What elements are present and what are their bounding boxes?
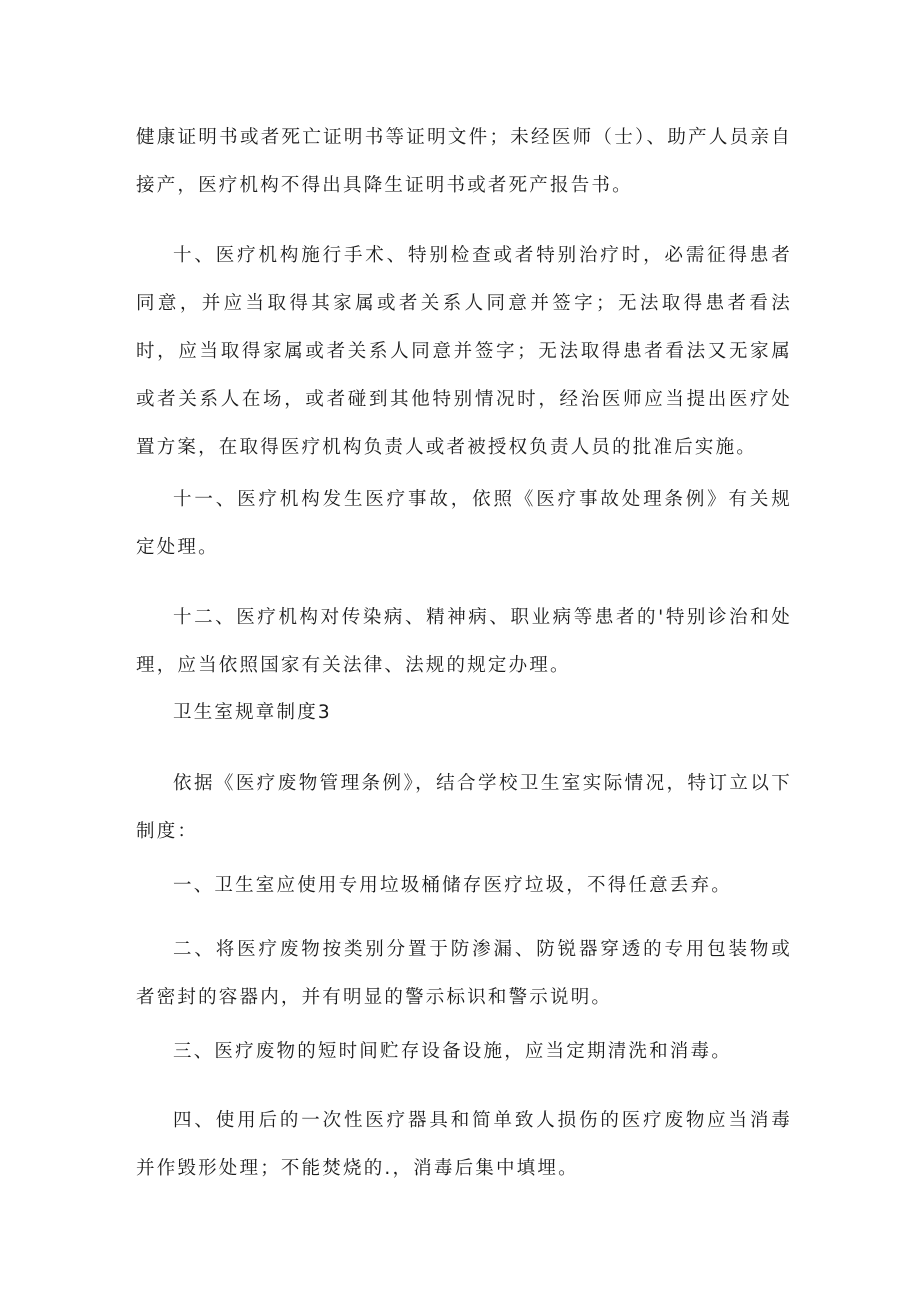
paragraph-intro: 依据《医疗废物管理条例》，结合学校卫生室实际情况，特订立以下制度： [136,773,792,842]
paragraph-item-10: 十、医疗机构施行手术、特别检查或者特别治疗时，必需征得患者同意，并应当取得其家属或者关系人同意并签字；无法取得患者看法时，应当取得家属或者关系人同意并签字；无法取得患者看法又无家属或者关系人在场，或者碰到其他特别情况时，经治医师应当提出医疗处置方案，在取得医疗机构负责人或者被授权负责人员的批准后实施。 [136,245,792,458]
paragraph-item-11: 十一、医疗机构发生医疗事故，依照《医疗事故处理条例》有关规定处理。 [136,489,792,558]
section-heading: 卫生室规章制度3 [173,702,332,723]
paragraph-item-12: 十二、医疗机构对传染病、精神病、职业病等患者的'特别诊治和处理，应当依照国家有关法律、法规的规定办理。 [136,607,792,676]
paragraph-rule-3: 三、医疗废物的短时间贮存设备设施，应当定期清洗和消毒。 [173,1041,732,1062]
paragraph-rule-2: 二、将医疗废物按类别分置于防渗漏、防锐器穿透的专用包装物或者密封的容器内，并有明显的警示标识和警示说明。 [136,939,792,1008]
paragraph-rule-1: 一、卫生室应使用专用垃圾桶储存医疗垃圾，不得任意丢弃。 [173,875,732,896]
paragraph-continued: 健康证明书或者死亡证明书等证明文件；未经医师（士）、助产人员亲自接产，医疗机构不得出具降生证明书或者死产报告书。 [136,127,792,196]
paragraph-rule-4: 四、使用后的一次性医疗器具和简单致人损伤的医疗废物应当消毒并作毁形处理；不能焚烧的.，消毒后集中填埋。 [136,1110,792,1179]
